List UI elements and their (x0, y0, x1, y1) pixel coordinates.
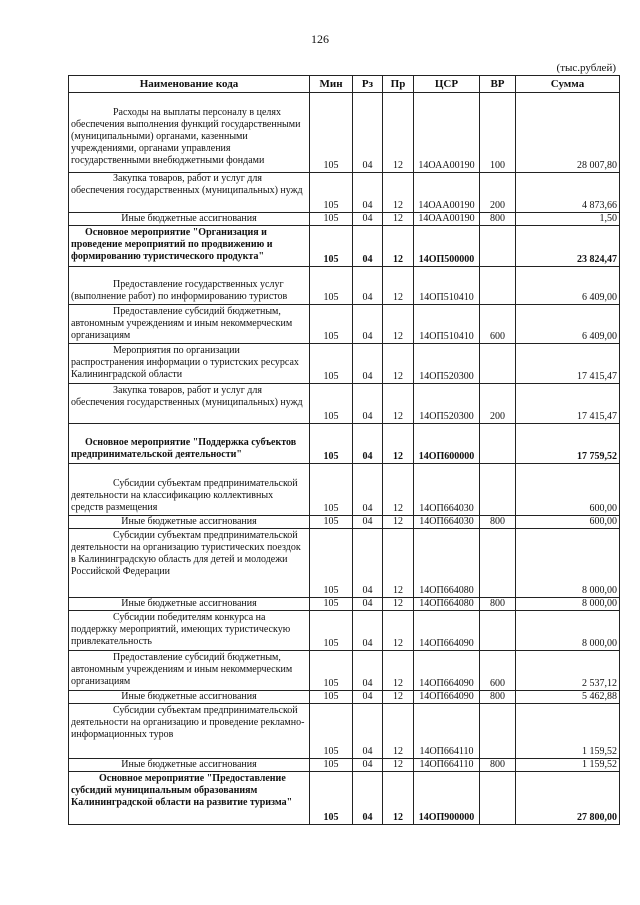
table-row (69, 424, 620, 464)
row-vr: 200 (480, 384, 516, 424)
row-vr: 800 (480, 213, 516, 226)
row-name: Основное мероприятие "Организация и проведение мероприятий по продвижению и формированию туристического продукта" (69, 226, 310, 267)
row-sum: 17 415,47 (516, 344, 620, 384)
row-rz: 04 (353, 344, 383, 384)
row-pr: 12 (383, 611, 414, 651)
table-row (69, 173, 620, 213)
budget-table (68, 75, 620, 825)
row-vr: 600 (480, 305, 516, 344)
row-name: Мероприятия по организации распространения информации о туристских ресурсах Калининградской области (69, 344, 310, 384)
row-rz: 04 (353, 424, 383, 464)
row-pr: 12 (383, 93, 414, 173)
row-vr (480, 226, 516, 267)
header-csr: ЦСР (414, 76, 480, 93)
row-csr: 14ОАА00190 (414, 93, 480, 173)
row-rz: 04 (353, 384, 383, 424)
row-pr: 12 (383, 691, 414, 704)
row-rz: 04 (353, 93, 383, 173)
table-row (69, 226, 620, 267)
row-min: 105 (310, 759, 353, 772)
row-rz: 04 (353, 516, 383, 529)
header-pr: Пр (383, 76, 414, 93)
row-name: Предоставление субсидий бюджетным, автономным учреждениям и иным некоммерческим организациям (69, 651, 310, 691)
table-row (69, 516, 620, 529)
row-csr: 14ОП664110 (414, 759, 480, 772)
table-row (69, 651, 620, 691)
row-pr: 12 (383, 598, 414, 611)
table-row (69, 759, 620, 772)
page-number: 126 (311, 32, 329, 46)
row-vr: 800 (480, 516, 516, 529)
row-csr: 14ОП600000 (414, 424, 480, 464)
row-csr: 14ОП664030 (414, 464, 480, 516)
header-rz: Рз (353, 76, 383, 93)
row-sum: 17 415,47 (516, 384, 620, 424)
row-pr: 12 (383, 772, 414, 825)
row-rz: 04 (353, 173, 383, 213)
row-sum: 6 409,00 (516, 267, 620, 305)
row-vr: 200 (480, 173, 516, 213)
table-row (69, 464, 620, 516)
row-min: 105 (310, 691, 353, 704)
row-csr: 14ОП664030 (414, 516, 480, 529)
row-vr: 800 (480, 691, 516, 704)
row-name: Иные бюджетные ассигнования (69, 759, 310, 772)
row-min: 105 (310, 611, 353, 651)
row-vr (480, 772, 516, 825)
row-pr: 12 (383, 529, 414, 598)
header-vr: ВР (480, 76, 516, 93)
row-vr (480, 529, 516, 598)
row-sum: 17 759,52 (516, 424, 620, 464)
row-pr: 12 (383, 384, 414, 424)
row-pr: 12 (383, 516, 414, 529)
row-csr: 14ОАА00190 (414, 213, 480, 226)
header-min: Мин (310, 76, 353, 93)
table-row (69, 704, 620, 759)
row-vr: 600 (480, 651, 516, 691)
row-rz: 04 (353, 305, 383, 344)
row-name: Иные бюджетные ассигнования (69, 213, 310, 226)
row-name: Субсидии победителям конкурса на поддержку мероприятий, имеющих туристическую привлекательность (69, 611, 310, 651)
row-vr: 100 (480, 93, 516, 173)
row-csr: 14ОП664090 (414, 611, 480, 651)
row-min: 105 (310, 516, 353, 529)
row-rz: 04 (353, 529, 383, 598)
row-pr: 12 (383, 704, 414, 759)
row-sum: 1,50 (516, 213, 620, 226)
row-rz: 04 (353, 772, 383, 825)
row-name: Предоставление государственных услуг (выполнение работ) по информированию туристов (69, 267, 310, 305)
table-row (69, 598, 620, 611)
row-name: Иные бюджетные ассигнования (69, 516, 310, 529)
row-sum: 8 000,00 (516, 611, 620, 651)
row-sum: 2 537,12 (516, 651, 620, 691)
units-label: (тыс.рублей) (556, 62, 616, 74)
table-row (69, 93, 620, 173)
row-min: 105 (310, 93, 353, 173)
row-vr: 800 (480, 598, 516, 611)
table-row (69, 384, 620, 424)
row-sum: 28 007,80 (516, 93, 620, 173)
row-vr (480, 704, 516, 759)
row-min: 105 (310, 704, 353, 759)
row-sum: 8 000,00 (516, 529, 620, 598)
row-name: Иные бюджетные ассигнования (69, 598, 310, 611)
row-vr: 800 (480, 759, 516, 772)
row-name: Субсидии субъектам предпринимательской деятельности на организацию туристических поездок в Калининградскую область для детей и молодежи Российской Федерации (69, 529, 310, 598)
row-vr (480, 464, 516, 516)
row-pr: 12 (383, 759, 414, 772)
row-name: Основное мероприятие "Предоставление субсидий муниципальным образованиям Калининградской области на развитие туризма" (69, 772, 310, 825)
row-csr: 14ОП510410 (414, 305, 480, 344)
row-csr: 14ОП664080 (414, 529, 480, 598)
row-csr: 14ОАА00190 (414, 173, 480, 213)
header-sum: Сумма (516, 76, 620, 93)
row-sum: 600,00 (516, 464, 620, 516)
row-min: 105 (310, 213, 353, 226)
row-rz: 04 (353, 213, 383, 226)
row-min: 105 (310, 305, 353, 344)
row-sum: 4 873,66 (516, 173, 620, 213)
row-pr: 12 (383, 424, 414, 464)
row-min: 105 (310, 772, 353, 825)
row-name: Предоставление субсидий бюджетным, автономным учреждениям и иным некоммерческим организациям (69, 305, 310, 344)
row-sum: 5 462,88 (516, 691, 620, 704)
row-rz: 04 (353, 704, 383, 759)
row-sum: 600,00 (516, 516, 620, 529)
row-csr: 14ОП500000 (414, 226, 480, 267)
row-csr: 14ОП664110 (414, 704, 480, 759)
header-name: Наименование кода (69, 76, 310, 93)
row-name: Иные бюджетные ассигнования (69, 691, 310, 704)
row-min: 105 (310, 173, 353, 213)
table-row (69, 213, 620, 226)
row-rz: 04 (353, 611, 383, 651)
row-name: Субсидии субъектам предпринимательской деятельности на классификацию коллективных средств размещения (69, 464, 310, 516)
row-rz: 04 (353, 267, 383, 305)
table-row (69, 611, 620, 651)
row-sum: 8 000,00 (516, 598, 620, 611)
row-min: 105 (310, 384, 353, 424)
row-pr: 12 (383, 464, 414, 516)
table-row (69, 344, 620, 384)
table-row (69, 529, 620, 598)
row-name: Основное мероприятие "Поддержка субъектов предпринимательской деятельности" (69, 424, 310, 464)
row-csr: 14ОП510410 (414, 267, 480, 305)
row-csr: 14ОП520300 (414, 384, 480, 424)
row-vr (480, 611, 516, 651)
row-pr: 12 (383, 173, 414, 213)
row-pr: 12 (383, 305, 414, 344)
row-vr (480, 424, 516, 464)
row-min: 105 (310, 651, 353, 691)
row-pr: 12 (383, 226, 414, 267)
table-row (69, 772, 620, 825)
row-pr: 12 (383, 267, 414, 305)
row-sum: 23 824,47 (516, 226, 620, 267)
table-row (69, 267, 620, 305)
row-sum: 1 159,52 (516, 704, 620, 759)
row-min: 105 (310, 424, 353, 464)
row-sum: 27 800,00 (516, 772, 620, 825)
row-rz: 04 (353, 651, 383, 691)
row-name: Расходы на выплаты персоналу в целях обеспечения выполнения функций государственными (муниципальными) органами, казенными учреждениями, органами управления государственными внебюджетными фондами (69, 93, 310, 173)
row-sum: 1 159,52 (516, 759, 620, 772)
row-pr: 12 (383, 213, 414, 226)
row-vr (480, 344, 516, 384)
row-min: 105 (310, 344, 353, 384)
table-row (69, 691, 620, 704)
row-min: 105 (310, 267, 353, 305)
row-rz: 04 (353, 226, 383, 267)
row-csr: 14ОП664090 (414, 691, 480, 704)
row-min: 105 (310, 464, 353, 516)
row-rz: 04 (353, 759, 383, 772)
row-name: Закупка товаров, работ и услуг для обеспечения государственных (муниципальных) нужд (69, 173, 310, 213)
row-csr: 14ОП900000 (414, 772, 480, 825)
row-rz: 04 (353, 598, 383, 611)
row-rz: 04 (353, 691, 383, 704)
table-header-row (69, 76, 620, 93)
row-csr: 14ОП664080 (414, 598, 480, 611)
row-pr: 12 (383, 344, 414, 384)
row-csr: 14ОП520300 (414, 344, 480, 384)
row-min: 105 (310, 529, 353, 598)
row-min: 105 (310, 226, 353, 267)
table-row (69, 305, 620, 344)
row-csr: 14ОП664090 (414, 651, 480, 691)
row-vr (480, 267, 516, 305)
row-sum: 6 409,00 (516, 305, 620, 344)
row-name: Закупка товаров, работ и услуг для обеспечения государственных (муниципальных) нужд (69, 384, 310, 424)
row-min: 105 (310, 598, 353, 611)
row-pr: 12 (383, 651, 414, 691)
row-rz: 04 (353, 464, 383, 516)
row-name: Субсидии субъектам предпринимательской деятельности на организацию и проведение рекламно-информационных туров (69, 704, 310, 759)
